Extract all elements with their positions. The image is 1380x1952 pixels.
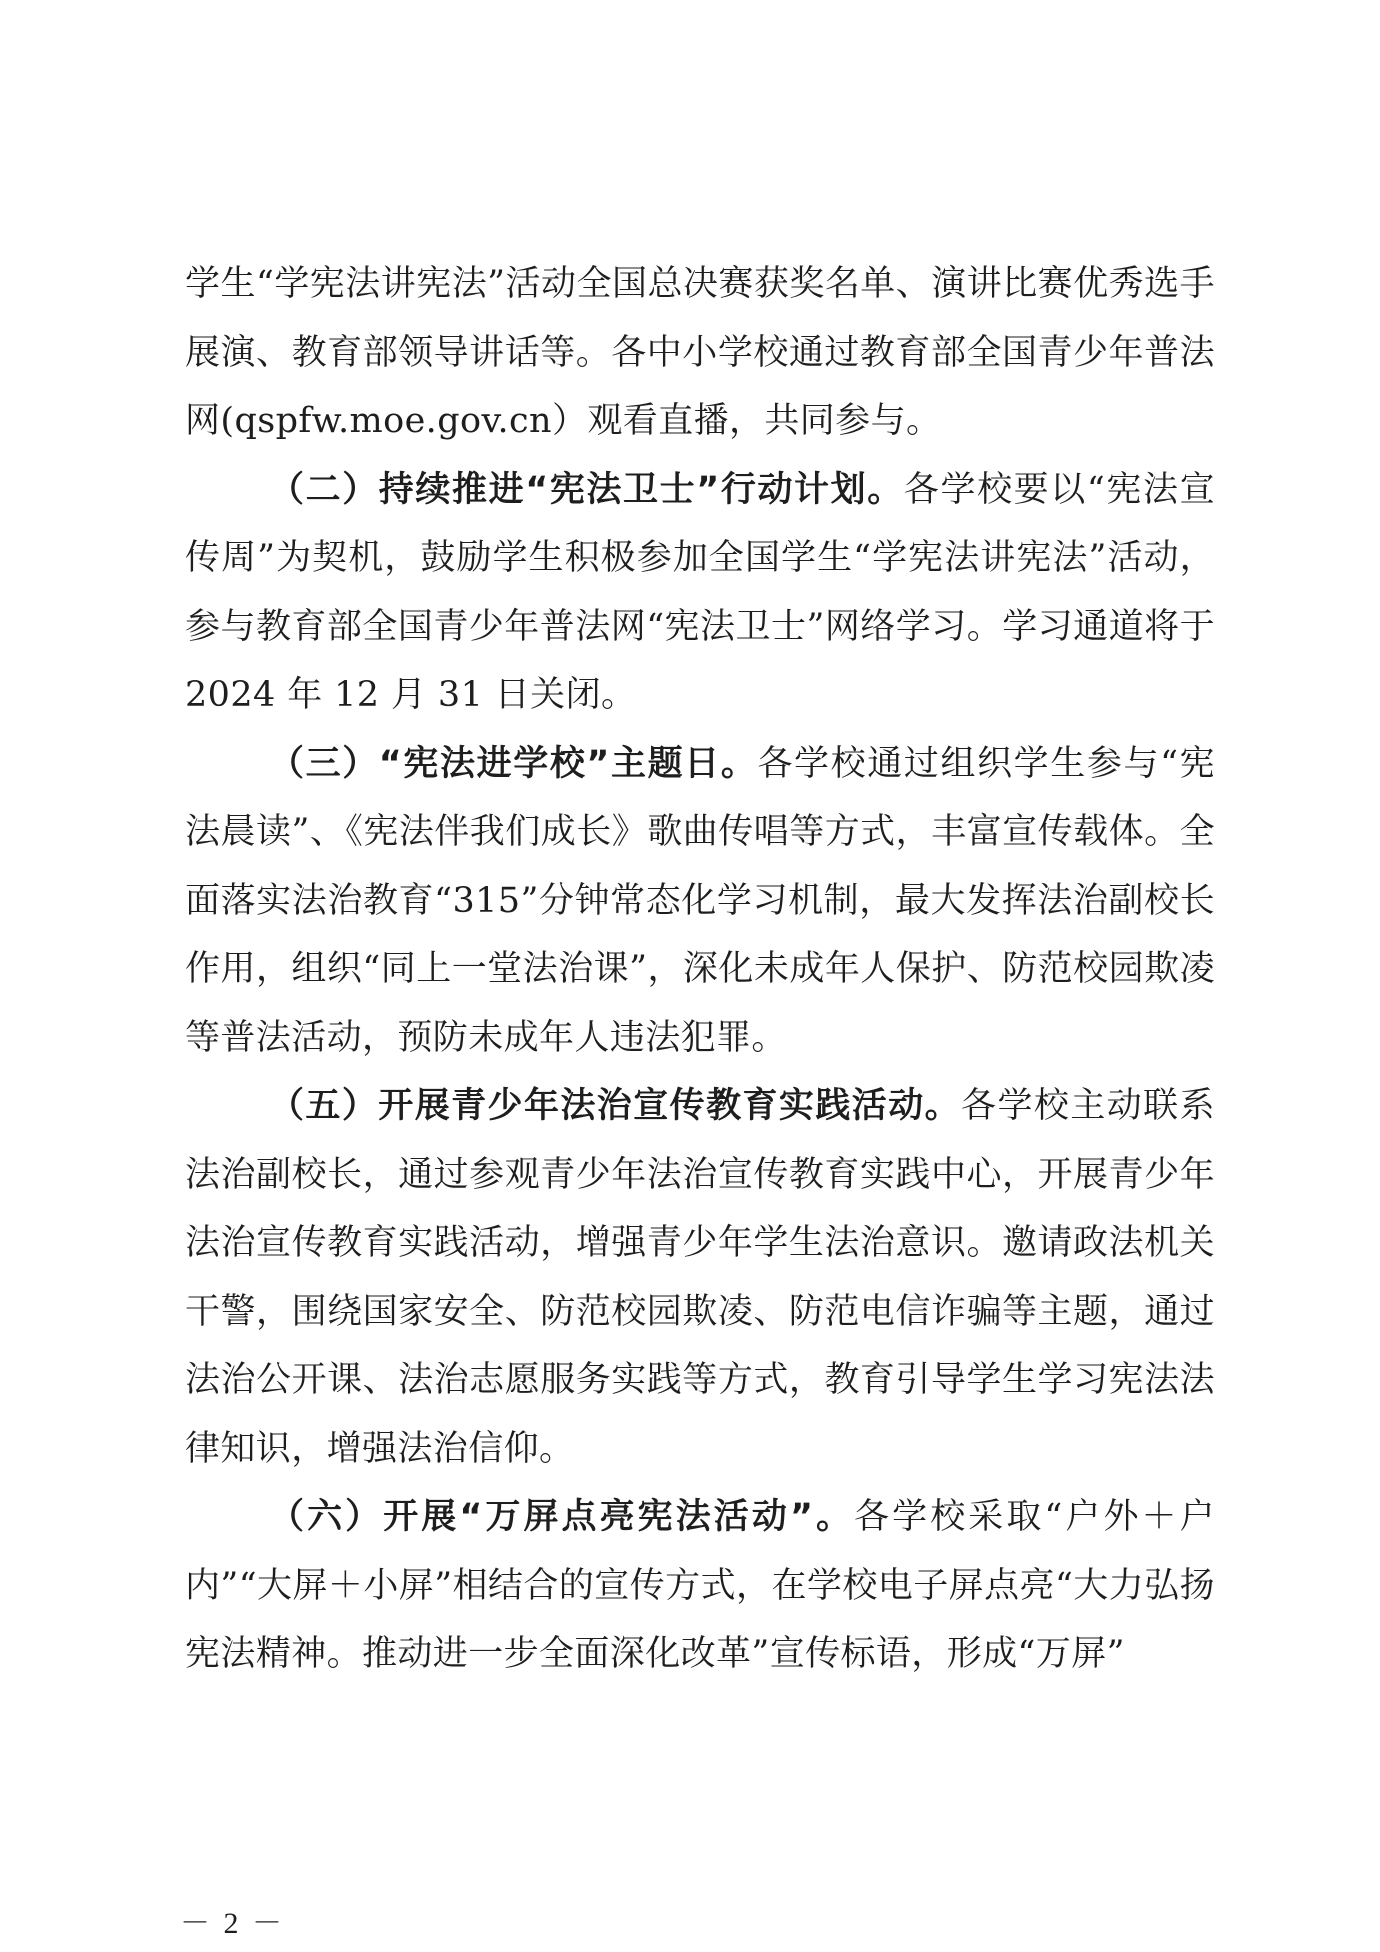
section-heading: （三）“宪法进学校”主题日。 xyxy=(269,743,758,784)
section-heading: （六）开展“万屏点亮宪法活动”。 xyxy=(269,1497,855,1537)
section-heading: （二）持续推进“宪法卫士”行动计划。 xyxy=(269,469,904,510)
paragraph-section-3 xyxy=(185,730,1215,1073)
paragraph-text: 各学校主动联系法治副校长，通过参观青少年法治宣传教育实践中心，开展青少年法治宣传教育实践活动，增强青少年学生法治意识。邀请政法机关干警，围绕国家安全、防范校园欺凌、防范电信诈骗等主题，通过法治公开课、法治志愿服务实践等方式，教育引导学生学习宪法法律知识，增强法治信仰。 xyxy=(185,1086,1215,1469)
document-body xyxy=(185,250,1215,1689)
paragraph-text: 学生“学宪法讲宪法”活动全国总决赛获奖名单、演讲比赛优秀选手展演、教育部领导讲话等。各中小学校通过教育部全国青少年普法网(qspfw.moe.gov.cn）观看直播，共同参与。 xyxy=(185,264,1215,441)
paragraph-text: 各学校要以“宪法宣传周”为契机，鼓励学生积极参加全国学生“学宪法讲宪法”活动，参与教育部全国青少年普法网“宪法卫士”网络学习。学习通道将于 2024 年 12 月 31 日关闭。 xyxy=(185,469,1215,715)
paragraph-section-6 xyxy=(185,1483,1215,1689)
page-number: － 2 － xyxy=(180,1907,285,1940)
paragraph-section-2 xyxy=(185,456,1215,730)
paragraph-text: 各学校通过组织学生参与“宪法晨读”、《宪法伴我们成长》歌曲传唱等方式，丰富宣传载体。全面落实法治教育“315”分钟常态化学习机制，最大发挥法治副校长作用，组织“同上一堂法治课”，深化未成年人保护、防范校园欺凌等普法活动，预防未成年人违法犯罪。 xyxy=(185,743,1215,1058)
section-heading: （五）开展青少年法治宣传教育实践活动。 xyxy=(269,1086,962,1126)
paragraph-section-5 xyxy=(185,1072,1215,1483)
paragraph-text: 各学校采取“户外＋户内”“大屏＋小屏”相结合的宣传方式，在学校电子屏点亮“大力弘扬宪法精神。推动进一步全面深化改革”宣传标语，形成“万屏” xyxy=(185,1497,1215,1674)
paragraph-continued xyxy=(185,250,1215,456)
